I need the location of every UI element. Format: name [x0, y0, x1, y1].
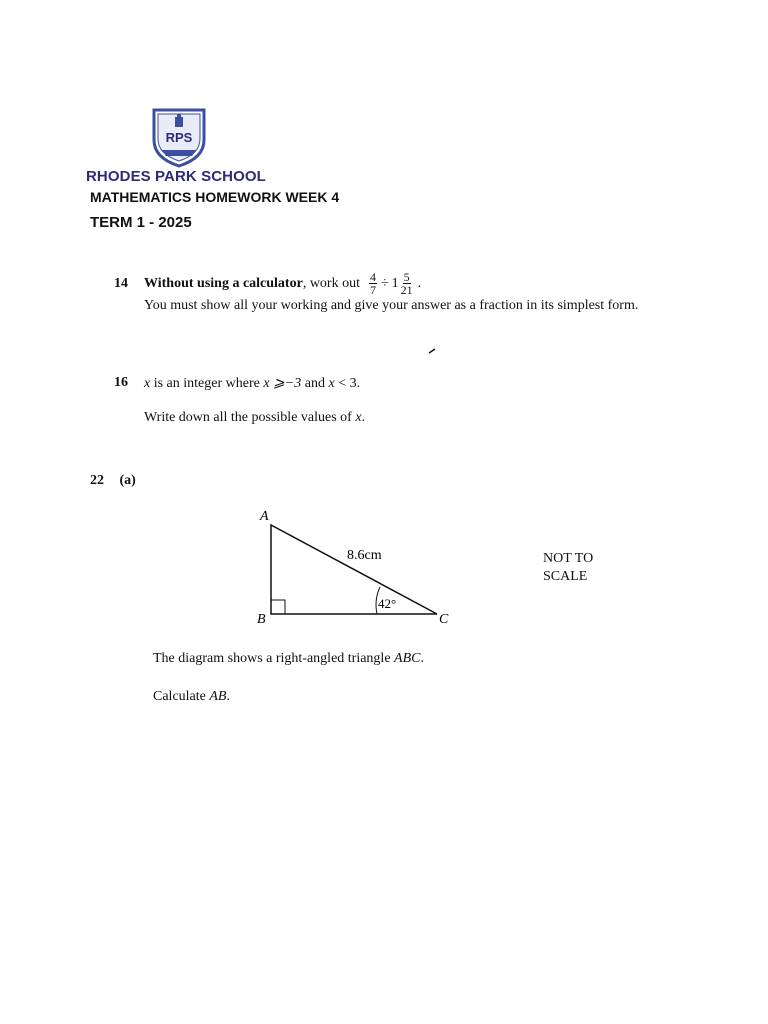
hypotenuse-label: 8.6cm	[347, 548, 382, 563]
term-label: TERM 1 - 2025	[90, 214, 192, 231]
question-22-description: The diagram shows a right-angled triangle ABC.	[153, 651, 424, 666]
homework-title: MATHEMATICS HOMEWORK WEEK 4	[90, 189, 340, 205]
school-name: RHODES PARK SCHOOL	[86, 168, 266, 185]
question-16: 16 x is an integer where x ⩾−3 and x < 3. Write down all the possible values of x.	[114, 375, 366, 425]
question-22-instruction: Calculate AB.	[153, 689, 230, 704]
division-operator: ÷	[380, 275, 389, 291]
angle-label: 42°	[378, 596, 397, 611]
question-22-header	[90, 473, 136, 489]
triangle-abc	[271, 525, 437, 614]
vertex-b-label: B	[257, 612, 266, 627]
question-number: 14	[114, 275, 128, 291]
question-lead-suffix: , work out	[302, 275, 360, 291]
mixed-number: 1 $\frac{5}{21}$	[391, 270, 413, 297]
question-16-line2: Write down all the possible values of x.	[144, 410, 366, 425]
vertex-a-label: A	[260, 509, 269, 524]
question-lead-bold: Without using a calculator	[144, 275, 303, 291]
logo-text: RPS	[165, 130, 193, 145]
question-number: 16	[114, 375, 128, 390]
right-triangle-diagram	[252, 505, 462, 630]
question-part: (a)	[119, 473, 136, 488]
fraction-four-sevenths: $\frac{4}{7}$	[369, 270, 376, 297]
vertex-c-label: C	[439, 612, 449, 627]
not-to-scale-note: NOT TO SCALE	[543, 551, 594, 584]
question-instruction: You must show all your working and give your answer as a fraction in its simplest form.	[144, 298, 639, 313]
stray-mark	[428, 348, 436, 354]
right-angle-mark	[271, 600, 285, 614]
question-14: 14 Without using a calculator , work out $\frac{4}{7}$ ÷ 1 $\frac{5}{21}$ . You must show all your working and give your answer as a fraction in its simplest form.	[114, 270, 639, 313]
school-crest-logo	[148, 106, 210, 168]
question-number: 22	[90, 473, 104, 488]
